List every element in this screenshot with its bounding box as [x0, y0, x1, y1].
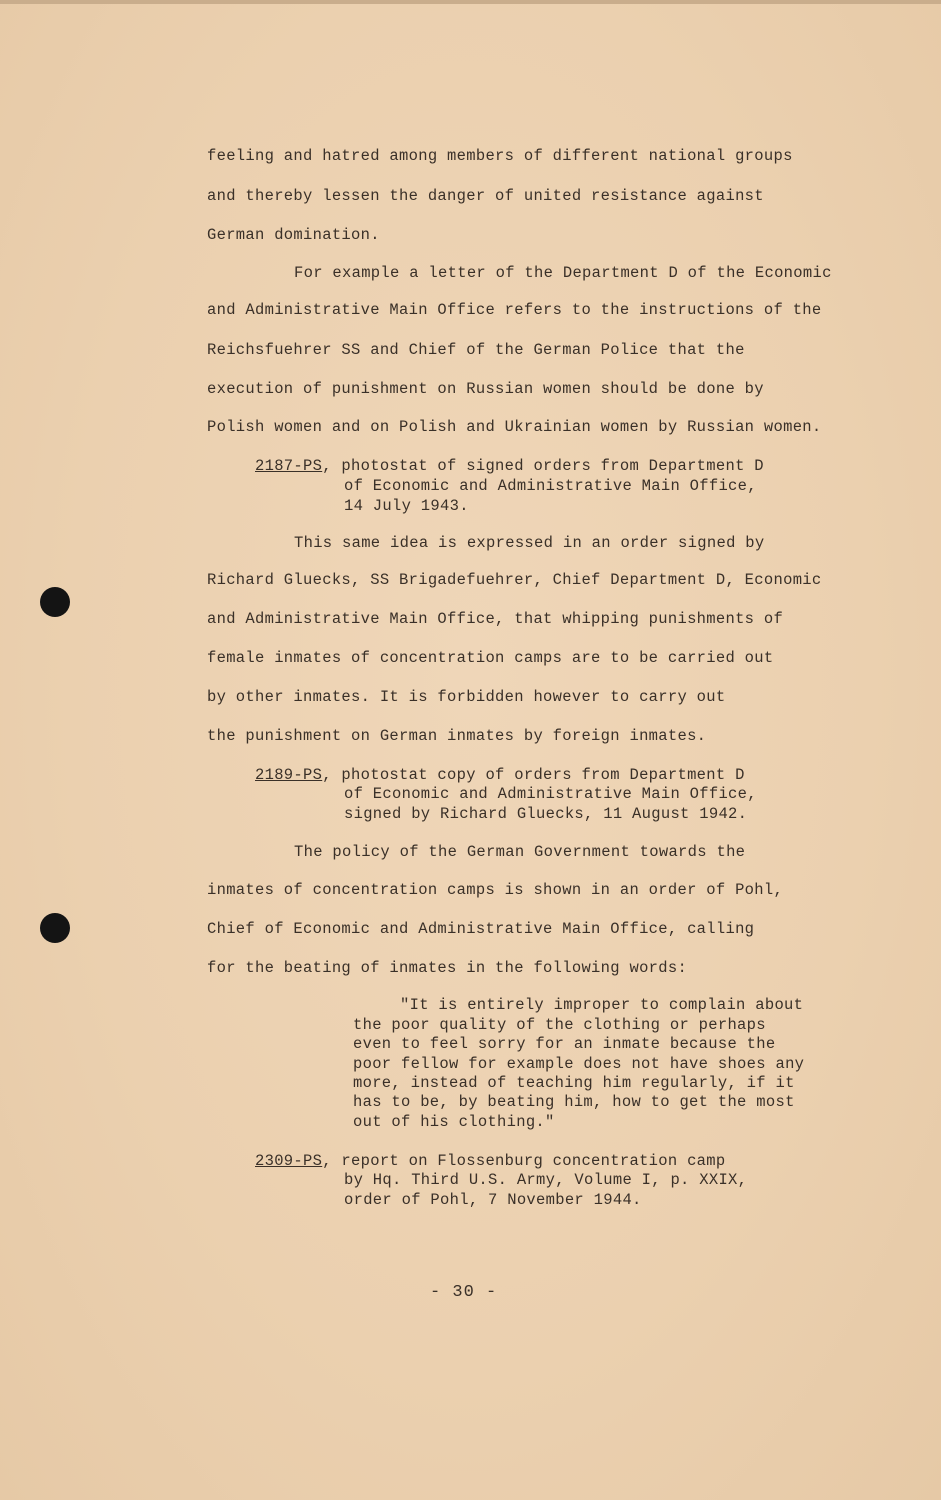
citation-text: , photostat copy of orders from Department D — [322, 766, 745, 784]
body-line: and Administrative Main Office refers to the instructions of the — [207, 301, 822, 319]
citation-ref: 2189-PS — [255, 766, 323, 784]
quote-line: out of his clothing." — [353, 1113, 555, 1131]
body-line: For example a letter of the Department D of the Economic — [294, 264, 832, 282]
page-edge — [0, 0, 941, 4]
body-line: Reichsfuehrer SS and Chief of the German Police that the — [207, 341, 745, 359]
punch-hole-lower — [40, 913, 70, 943]
citation — [255, 1151, 725, 1171]
quote-line: even to feel sorry for an inmate because the — [353, 1035, 776, 1053]
citation-text: , report on Flossenburg concentration camp — [322, 1152, 726, 1170]
body-line: inmates of concentration camps is shown in an order of Pohl, — [207, 881, 784, 899]
body-line: Chief of Economic and Administrative Main Office, calling — [207, 920, 755, 938]
citation — [255, 765, 745, 785]
body-line: for the beating of inmates in the following words: — [207, 959, 688, 977]
citation-text: of Economic and Administrative Main Office, — [344, 477, 757, 495]
citation-ref: 2187-PS — [255, 457, 323, 475]
body-line: and thereby lessen the danger of united resistance against — [207, 187, 764, 205]
quote-line: more, instead of teaching him regularly, if it — [353, 1074, 795, 1092]
body-line: and Administrative Main Office, that whipping punishments of — [207, 610, 784, 628]
body-line: This same idea is expressed in an order signed by — [294, 534, 765, 552]
citation-text: of Economic and Administrative Main Office, — [344, 785, 757, 803]
citation-text: order of Pohl, 7 November 1944. — [344, 1191, 642, 1209]
citation-text: signed by Richard Gluecks, 11 August 1942. — [344, 805, 748, 823]
body-line: Richard Gluecks, SS Brigadefuehrer, Chief Department D, Economic — [207, 571, 822, 589]
quote-line: has to be, by beating him, how to get the most — [353, 1093, 795, 1111]
body-line: The policy of the German Government towards the — [294, 843, 746, 861]
citation — [255, 456, 764, 476]
quote-line: the poor quality of the clothing or perhaps — [353, 1016, 766, 1034]
body-line: by other inmates. It is forbidden however to carry out — [207, 688, 726, 706]
citation-ref: 2309-PS — [255, 1152, 323, 1170]
citation-text: 14 July 1943. — [344, 497, 469, 515]
citation-text: by Hq. Third U.S. Army, Volume I, p. XXIX, — [344, 1171, 748, 1189]
body-line: execution of punishment on Russian women should be done by — [207, 380, 764, 398]
quote-line: "It is entirely improper to complain about — [400, 996, 804, 1014]
body-line: female inmates of concentration camps are to be carried out — [207, 649, 774, 667]
citation-text: , photostat of signed orders from Department D — [322, 457, 764, 475]
page-number: - 30 - — [430, 1283, 498, 1302]
body-line: feeling and hatred among members of different national groups — [207, 147, 793, 165]
body-line: Polish women and on Polish and Ukrainian women by Russian women. — [207, 418, 822, 436]
body-line: German domination. — [207, 226, 380, 244]
body-line: the punishment on German inmates by foreign inmates. — [207, 727, 707, 745]
quote-line: poor fellow for example does not have shoes any — [353, 1055, 805, 1073]
punch-hole-upper — [40, 587, 70, 617]
